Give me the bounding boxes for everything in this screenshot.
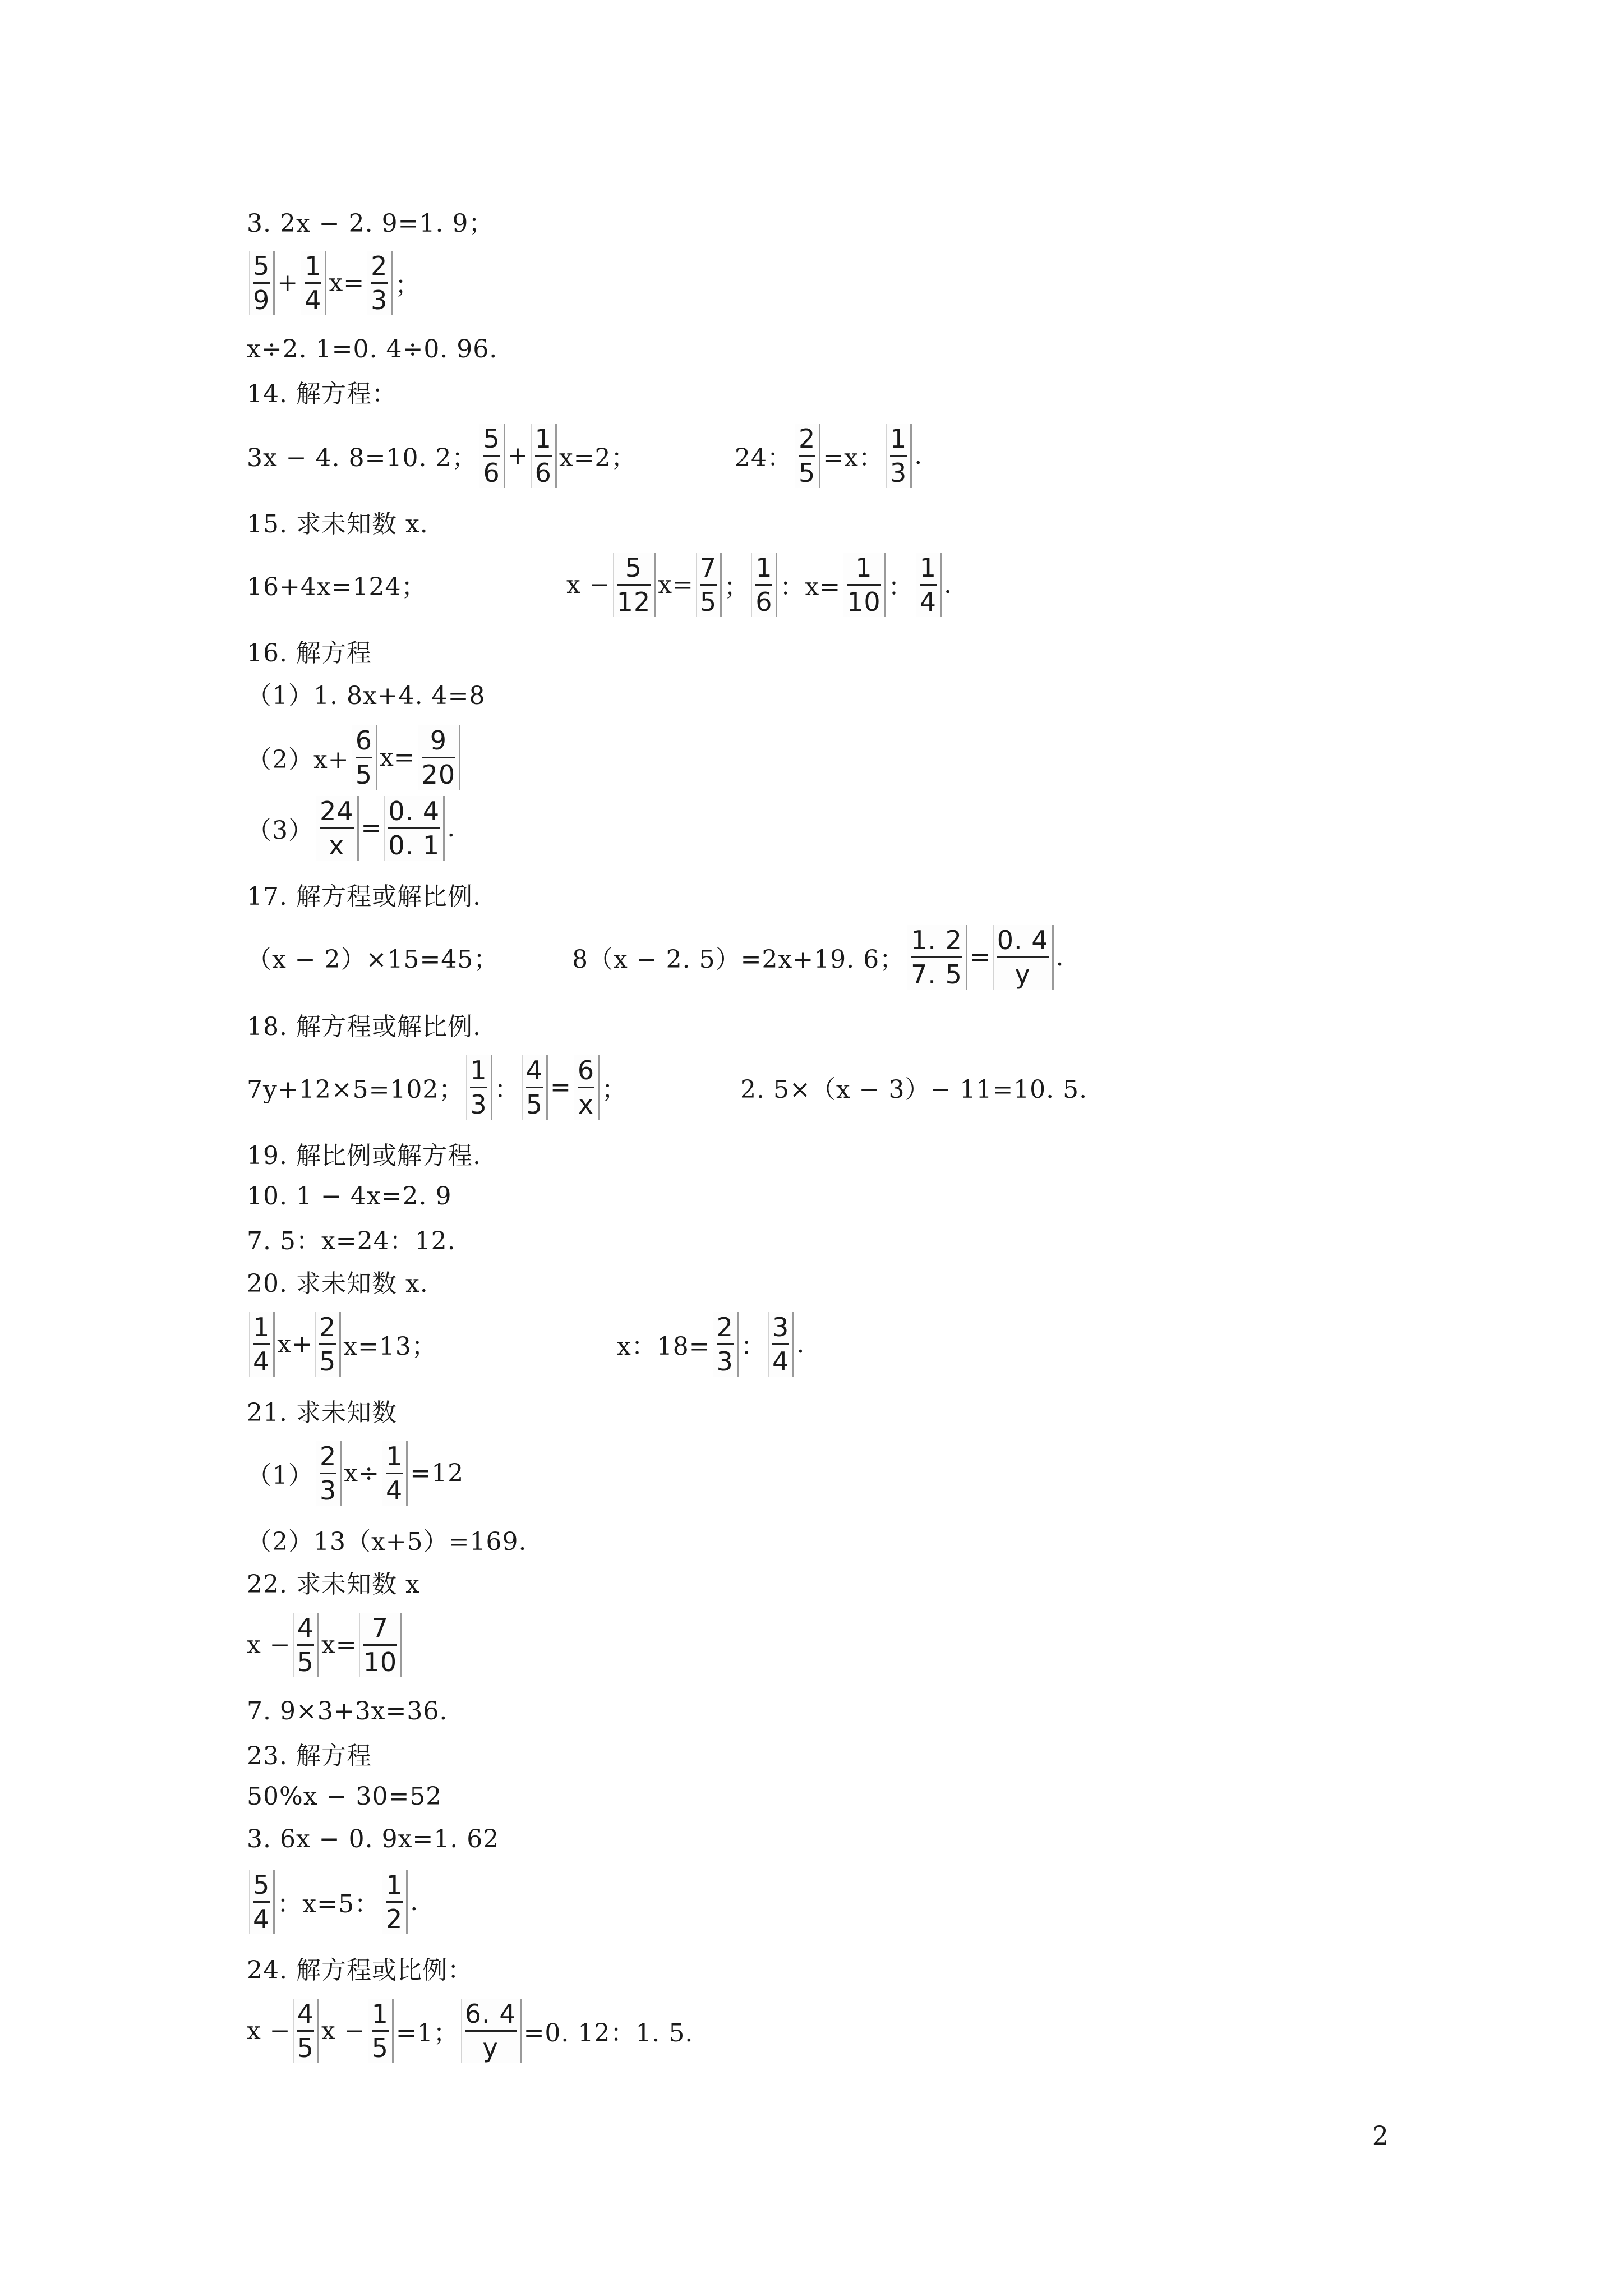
fraction: $\frac{0. 4}{y}$: [993, 925, 1054, 990]
question-heading: [247, 1561, 420, 1603]
equation-line: $\frac{5}{4}$ ：x=5： $\frac{1}{2}$ .: [247, 1868, 418, 1935]
fraction: $\frac{4}{5}$: [522, 1055, 548, 1120]
fraction: $\frac{6}{5}$: [352, 725, 377, 790]
equation-line: （2）x+ $\frac{6}{5}$ x= $\frac{9}{20}$: [247, 724, 463, 791]
heading-text: 19. 解比例或解方程.: [247, 1142, 481, 1170]
equation-line: [247, 1217, 456, 1260]
question-heading: [247, 873, 481, 915]
heading-text: 14. 解方程：: [247, 380, 397, 408]
fraction: $\frac{4}{5}$: [293, 1613, 319, 1677]
equation-text: x÷2. 1=0. 4÷0. 96.: [247, 334, 498, 364]
fraction: $\frac{9}{20}$: [418, 725, 461, 790]
equation-text: 7. 5：x=24：12.: [247, 1227, 456, 1255]
equation-line: [247, 1690, 448, 1732]
heading-text: 23. 解方程: [247, 1742, 372, 1770]
fraction: $\frac{2}{5}$: [315, 1312, 341, 1377]
equation-line: [247, 200, 494, 242]
question-heading: [247, 1132, 481, 1175]
heading-text: 17. 解方程或解比例.: [247, 882, 481, 911]
fraction: $\frac{1}{4}$: [301, 251, 326, 315]
fraction: $\frac{5}{6}$: [479, 424, 505, 488]
fraction: $\frac{1}{6}$: [751, 553, 777, 617]
fraction: $\frac{6}{x}$: [574, 1055, 600, 1120]
fraction: $\frac{1}{4}$: [382, 1441, 408, 1506]
fraction: $\frac{5}{4}$: [249, 1870, 275, 1934]
equation-line: x − $\frac{4}{5}$ x − $\frac{1}{5}$ =1； $\frac{6. 4}{y}$ =0. 12：1. 5.: [247, 1998, 694, 2063]
heading-text: 15. 求未知数 x.: [247, 510, 428, 539]
fraction: $\frac{2}{5}$: [795, 424, 820, 488]
fraction: $\frac{5}{12}$: [613, 553, 656, 617]
equation-line: [247, 328, 497, 370]
equation-line: [247, 1175, 451, 1217]
fraction: $\frac{4}{5}$: [293, 1999, 319, 2063]
question-heading: [247, 1003, 481, 1046]
equation-line: [247, 1518, 527, 1561]
fraction: $\frac{24}{x}$: [316, 796, 359, 861]
heading-text: 22. 求未知数 x: [247, 1570, 420, 1599]
question-heading: [247, 370, 397, 413]
question-heading: [247, 1260, 428, 1303]
equation-text: （2）13（x+5）=169.: [247, 1527, 527, 1556]
question-heading: [247, 1389, 397, 1432]
equation-line: （1） $\frac{2}{3}$ x÷ $\frac{1}{4}$ =12: [247, 1441, 464, 1506]
fraction: $\frac{1. 2}{7. 5}$: [907, 925, 967, 990]
fraction: $\frac{7}{5}$: [696, 553, 722, 617]
heading-text: 16. 解方程: [247, 639, 372, 668]
equation-text: 3. 2x − 2. 9=1. 9；: [247, 209, 494, 238]
equation-text: （1）1. 8x+4. 4=8: [247, 682, 486, 710]
fraction: $\frac{2}{3}$: [316, 1441, 342, 1506]
equation-text: 50%x − 30=52: [247, 1782, 442, 1811]
question-heading: [247, 629, 372, 672]
question-heading: [247, 500, 428, 543]
heading-text: 24. 解方程或比例：: [247, 1956, 473, 1985]
fraction: $\frac{5}{9}$: [249, 251, 275, 315]
page-number: 2: [1372, 2120, 1389, 2151]
equation-line: [247, 1818, 499, 1860]
question-heading: [247, 1947, 473, 1989]
fraction: $\frac{1}{5}$: [368, 1999, 394, 2063]
fraction: $\frac{1}{3}$: [886, 424, 912, 488]
fraction: $\frac{7}{10}$: [359, 1613, 403, 1677]
equation-line: x − $\frac{4}{5}$ x= $\frac{7}{10}$: [247, 1611, 404, 1678]
heading-text: 20. 求未知数 x.: [247, 1269, 428, 1298]
fraction: $\frac{1}{4}$: [249, 1312, 275, 1377]
fraction: $\frac{1}{10}$: [843, 553, 886, 617]
fraction: $\frac{0. 4}{0. 1}$: [384, 796, 445, 861]
question-heading: [247, 1732, 372, 1775]
fraction: $\frac{2}{3}$: [367, 251, 393, 315]
equation-line: [247, 1775, 442, 1818]
fraction: $\frac{6. 4}{y}$: [461, 1999, 522, 2063]
fraction: $\frac{1}{4}$: [916, 553, 942, 617]
heading-text: 21. 求未知数: [247, 1398, 397, 1427]
heading-text: 18. 解方程或解比例.: [247, 1013, 481, 1041]
equation-text: 7. 9×3+3x=36.: [247, 1696, 448, 1726]
equation-line: [247, 672, 485, 715]
equation-text: 10. 1 − 4x=2. 9: [247, 1181, 452, 1211]
equation-line: （3） $\frac{24}{x}$ = $\frac{0. 4}{0. 1}$ .: [247, 795, 456, 861]
fraction: $\frac{1}{2}$: [382, 1870, 408, 1934]
fraction: $\frac{2}{3}$: [713, 1312, 739, 1377]
fraction: $\frac{1}{3}$: [466, 1055, 492, 1120]
fraction: $\frac{3}{4}$: [768, 1312, 794, 1377]
document-page: 3. 2x − 2. 9=1. 9； $\frac{5}{9}$ + $\frac{1}{4}$ x= $\frac{2}{3}$ ； x÷2. 1=0. 4÷0. 96. 14. 解方程： 3x − 4. 8=10. 2； $\frac{5}{6}$ + $\frac{1}{6}$ x=2； 24： $\frac{2}{5}$ =x： $\frac{1}{3}$ . 15. 求未知数 x. 16+4x=124； x − $\frac{5}{12}$ x= $\frac{7}{5}$ ； $\frac{1}{6}$ ：x= $\frac{1}{10}$ ： $\frac{1}{4}$ . 16. 解方程 （1）1. 8x+4. 4=8 （2）x+ $\frac{6}{5}$ x= $\frac{9}{20}$ （3） $\frac{24}{x}$ = $\frac{0. 4}{0. 1}$ . 17. 解方程或解比例. （x − 2）×15=45； 8（x − 2. 5）=2x+19. 6； $\frac{1. 2}{7. 5}$ = $\frac{0. 4}{y}$ . 18. 解方程或解比例. 7y+12×5=102； $\frac{1}{3}$ ： $\frac{4}{5}$ = $\frac{6}{x}$ ； 2. 5×（x − 3）− 11=10. 5. 19. 解比例或解方程. 10. 1 − 4x=2. 9 7. 5：x=24：12. 20. 求未知数 x. $\frac{1}{4}$ x+ $\frac{2}{5}$ x=13； x：18= $\frac{2}{3}$ ： $\frac{3}{4}$ . 21. 求未知数 （1） $\frac{2}{3}$ x÷ $\frac{1}{4}$ =12 （2）13（x+5）=169. 22. 求未知数 x x − $\frac{4}{5}$ x= $\frac{7}{10}$ 7. 9×3+3x=36. 23. 解方程 50%x − 30=52 3. 6x − 0. 9x=1. 62 $\frac{5}{4}$ ：x=5： $\frac{1}{2}$ . 24. 解方程或比例： x − $\frac{4}{5}$ x − $\frac{1}{5}$ =1； $\frac{6. 4}{y}$ =0. 12：1. 5. 2: [0, 0, 1623, 2296]
equation-line: $\frac{5}{9}$ + $\frac{1}{4}$ x= $\frac{2}{3}$ ；: [247, 249, 420, 316]
fraction: $\frac{1}{6}$: [531, 424, 557, 488]
equation-text: 3. 6x − 0. 9x=1. 62: [247, 1824, 500, 1853]
